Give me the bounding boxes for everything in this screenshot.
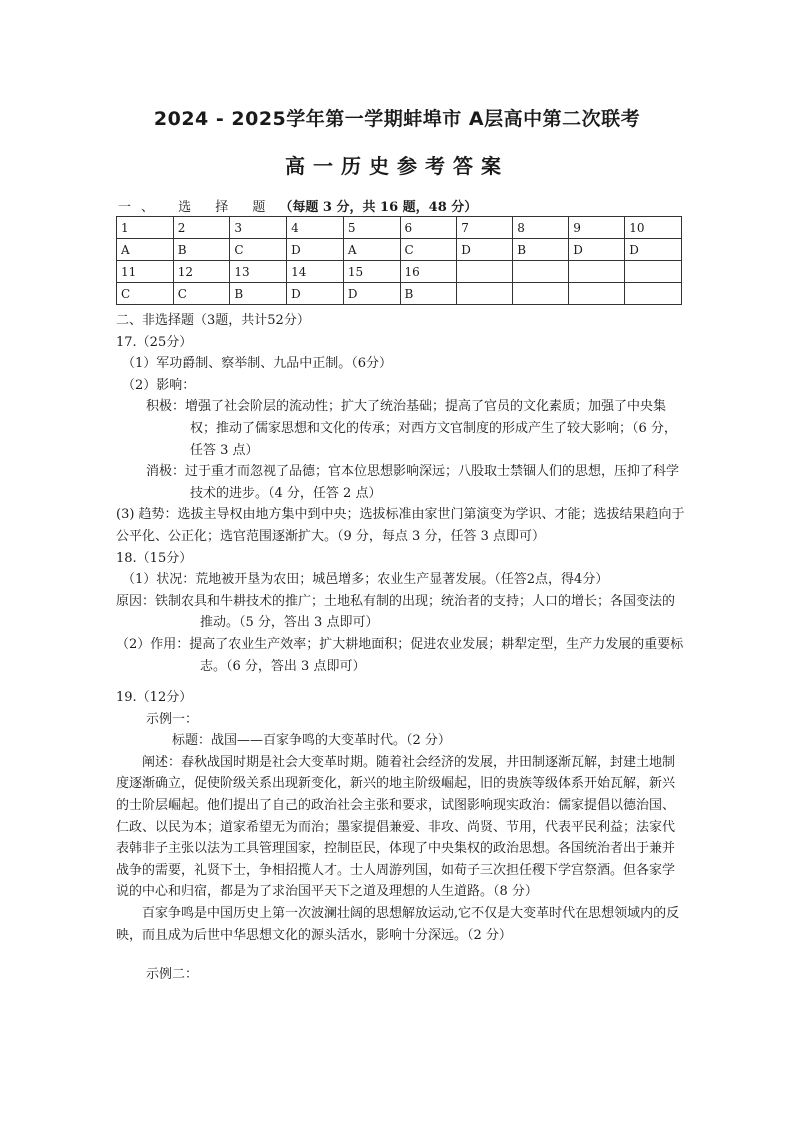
q17-part2-label: （2）影响：: [122, 377, 196, 393]
section1-heading: [118, 196, 477, 215]
answer-table: [116, 216, 682, 305]
answer-table-cell: B: [173, 239, 230, 261]
answer-table-cell: B: [513, 239, 569, 261]
answer-table-row: [117, 239, 682, 261]
answer-table-cell: D: [569, 239, 625, 261]
q18-reason: 原因：铁制农具和牛耕技术的推广；土地私有制的出现；统治者的支持；人口的增长；各国变法的推动。（5 分，答出 3 点即可）: [116, 593, 676, 631]
answer-table-cell: 14: [287, 261, 344, 283]
answer-table-cell: 6: [400, 217, 457, 239]
answer-table-cell: [513, 283, 569, 305]
answer-table-cell: C: [400, 239, 457, 261]
answer-table-row: [117, 283, 682, 305]
section1-note: （每题 3 分，共 16 题，48 分）: [279, 200, 478, 215]
answer-table-cell: 1: [117, 217, 174, 239]
q17-part1: （1）军功爵制、察举制、九品中正制。（6分）: [122, 356, 393, 372]
answer-table-row: [117, 217, 682, 239]
answer-table-cell: [513, 261, 569, 283]
answer-table-cell: 11: [117, 261, 174, 283]
q19-conclusion: 百家争鸣是中国历史上第一次波澜壮阔的思想解放运动,它不仅是大变革时代在思想领域内的反映，而且成为后世中华思想文化的源头活水，影响十分深远。（2 分）: [116, 906, 680, 943]
answer-table-cell: 2: [173, 217, 230, 239]
q19-heading: 19.（12分）: [116, 690, 193, 706]
answer-table-cell: B: [400, 283, 457, 305]
answer-table-cell: D: [287, 283, 344, 305]
q19-example1-label: 示例一：: [146, 711, 199, 727]
answer-table-cell: [625, 283, 682, 305]
answer-table-cell: 9: [569, 217, 625, 239]
q17-positive-impact: 积极：增强了社会阶层的流动性；扩大了统治基础；提高了官员的文化素质；加强了中央集权；推动了儒家思想和文化的传承；对西方文官制度的形成产生了较大影响；（6 分，任答 3 点）: [146, 399, 677, 458]
answer-table-cell: [569, 261, 625, 283]
answer-body: [116, 310, 686, 986]
answer-key-title: 高一历史参考答案: [285, 154, 509, 178]
section2-heading: 二、非选择题（3题，共计52分）: [116, 313, 310, 328]
answer-table-cell: 16: [400, 261, 457, 283]
answer-table-cell: D: [457, 239, 513, 261]
answer-table-cell: 4: [287, 217, 344, 239]
answer-table-cell: D: [343, 283, 400, 305]
q19-essay: 阐述：春秋战国时期是社会大变革时期。随着社会经济的发展，井田制逐渐瓦解，封建土地制度逐渐确立，促使阶级关系出现新变化，新兴的地主阶级崛起，旧的贵族等级体系开始瓦解，新兴的士阶层崛起。他们提出了自己的政治社会主张和要求，试图影响现实政治：儒家提倡以德治国、仁政、以民为本；道家希望无为而治；墨家提倡兼爱、非攻、尚贤、节用，代表平民利益；法家代表韩非子主张以法为工具管理国家，控制臣民，体现了中央集权的政治思想。各国统治者出于兼并战争的需要，礼贤下士，争相招揽人才。士人周游列国，如荀子三次担任稷下学宫祭酒。但各家学说的中心和归宿，都是为了求治国平天下之道及理想的人生道路。（8 分）: [116, 754, 676, 900]
q17-heading: 17.（25分）: [116, 334, 193, 350]
q17-part3: (3) 趋势：选拔主导权由地方集中到中央；选拔标准由家世门第演变为学识、才能；选拔结果趋向于公平化、公正化；选官范围逐渐扩大。（9 分，每点 3 分，任答 3 点即可）: [116, 507, 685, 544]
section1-label: 一、 选 择 题: [118, 200, 276, 215]
answer-table-cell: D: [625, 239, 682, 261]
answer-table-cell: 8: [513, 217, 569, 239]
answer-table-cell: A: [117, 239, 174, 261]
q17-negative-impact: 消极：过于重才而忽视了品德；官本位思想影响深远；八股取士禁锢人们的思想，压抑了科学技术的进步。（4 分，任答 2 点）: [146, 464, 680, 501]
q19-topic: 标题：战国——百家争鸣的大变革时代。（2 分）: [172, 733, 451, 749]
answer-table-cell: 3: [230, 217, 287, 239]
answer-table-cell: 15: [343, 261, 400, 283]
answer-table-cell: 12: [173, 261, 230, 283]
answer-table-cell: B: [230, 283, 287, 305]
answer-table-row: [117, 261, 682, 283]
q18-heading: 18.（15分）: [116, 550, 193, 566]
answer-table-cell: [457, 261, 513, 283]
answer-table-cell: 13: [230, 261, 287, 283]
answer-table-cell: [625, 261, 682, 283]
q19-example2-label: 示例二：: [146, 967, 199, 983]
answer-table-cell: C: [117, 283, 174, 305]
answer-table-cell: 7: [457, 217, 513, 239]
answer-table-cell: C: [173, 283, 230, 305]
answer-table-cell: D: [287, 239, 344, 261]
q18-part1: （1）状况：荒地被开垦为农田；城邑增多；农业生产显著发展。（任答2点，得4分）: [122, 572, 609, 588]
answer-table-cell: 10: [625, 217, 682, 239]
answer-table-cell: [457, 283, 513, 305]
answer-table-cell: C: [230, 239, 287, 261]
answer-table-cell: [569, 283, 625, 305]
exam-title: 2024 - 2025学年第一学期蚌埠市 A层高中第二次联考: [153, 108, 641, 130]
answer-table-cell: A: [343, 239, 400, 261]
answer-table-cell: 5: [343, 217, 400, 239]
q18-part2: （2）作用：提高了农业生产效率；扩大耕地面积；促进农业发展；耕犁定型，生产力发展的重要标志。（6 分，答出 3 点即可）: [116, 636, 684, 674]
